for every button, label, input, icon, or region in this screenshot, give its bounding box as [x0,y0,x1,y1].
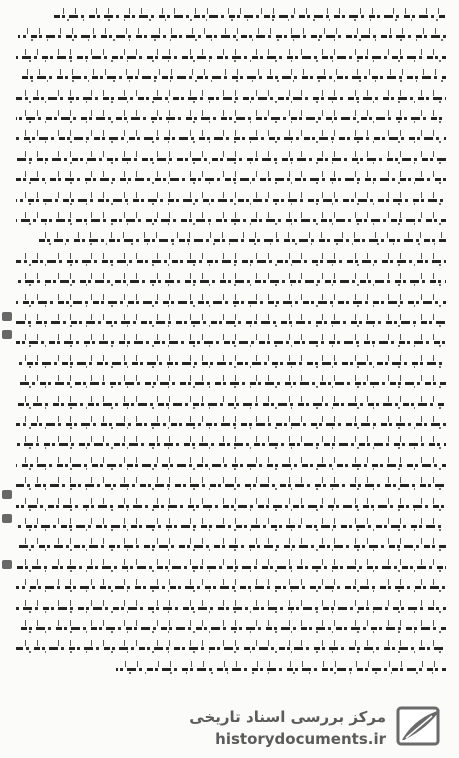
handwritten-line [16,188,446,207]
handwritten-line [16,494,446,513]
handwritten-line [16,636,446,655]
handwritten-line [16,351,446,370]
watermark-org-name: مرکز بررسی اسناد تاریخی [189,708,386,726]
handwritten-line [16,555,446,574]
handwritten-line [16,147,446,166]
margin-mark [2,330,12,339]
handwritten-line [16,596,446,615]
handwritten-line [16,290,446,309]
margin-mark [2,312,12,321]
handwritten-line [16,473,446,492]
handwritten-line [18,65,446,84]
handwritten-line [16,371,446,390]
handwritten-line [18,24,446,43]
handwritten-line [54,4,446,23]
handwritten-line [16,616,446,635]
watermark-url: historydocuments.ir [215,730,386,748]
handwritten-line [16,330,446,349]
margin-mark [2,490,12,499]
handwritten-line [16,310,446,329]
handwritten-line [116,657,446,676]
handwritten-line [16,167,446,186]
handwritten-line [36,228,446,247]
feather-quill-logo-icon [392,704,446,748]
handwritten-line [16,249,446,268]
handwritten-line [16,412,446,431]
handwritten-line [16,45,446,64]
handwritten-line [16,269,446,288]
handwritten-line [16,534,446,553]
handwritten-line [16,453,446,472]
margin-mark [2,560,12,569]
handwritten-line [16,106,446,125]
handwritten-line [16,208,446,227]
handwritten-line [16,432,446,451]
handwritten-line [16,514,446,533]
handwritten-line [16,575,446,594]
margin-mark [2,514,12,523]
handwritten-line [16,126,446,145]
handwritten-line [16,392,446,411]
handwritten-text-block [16,4,446,680]
handwritten-line [16,86,446,105]
